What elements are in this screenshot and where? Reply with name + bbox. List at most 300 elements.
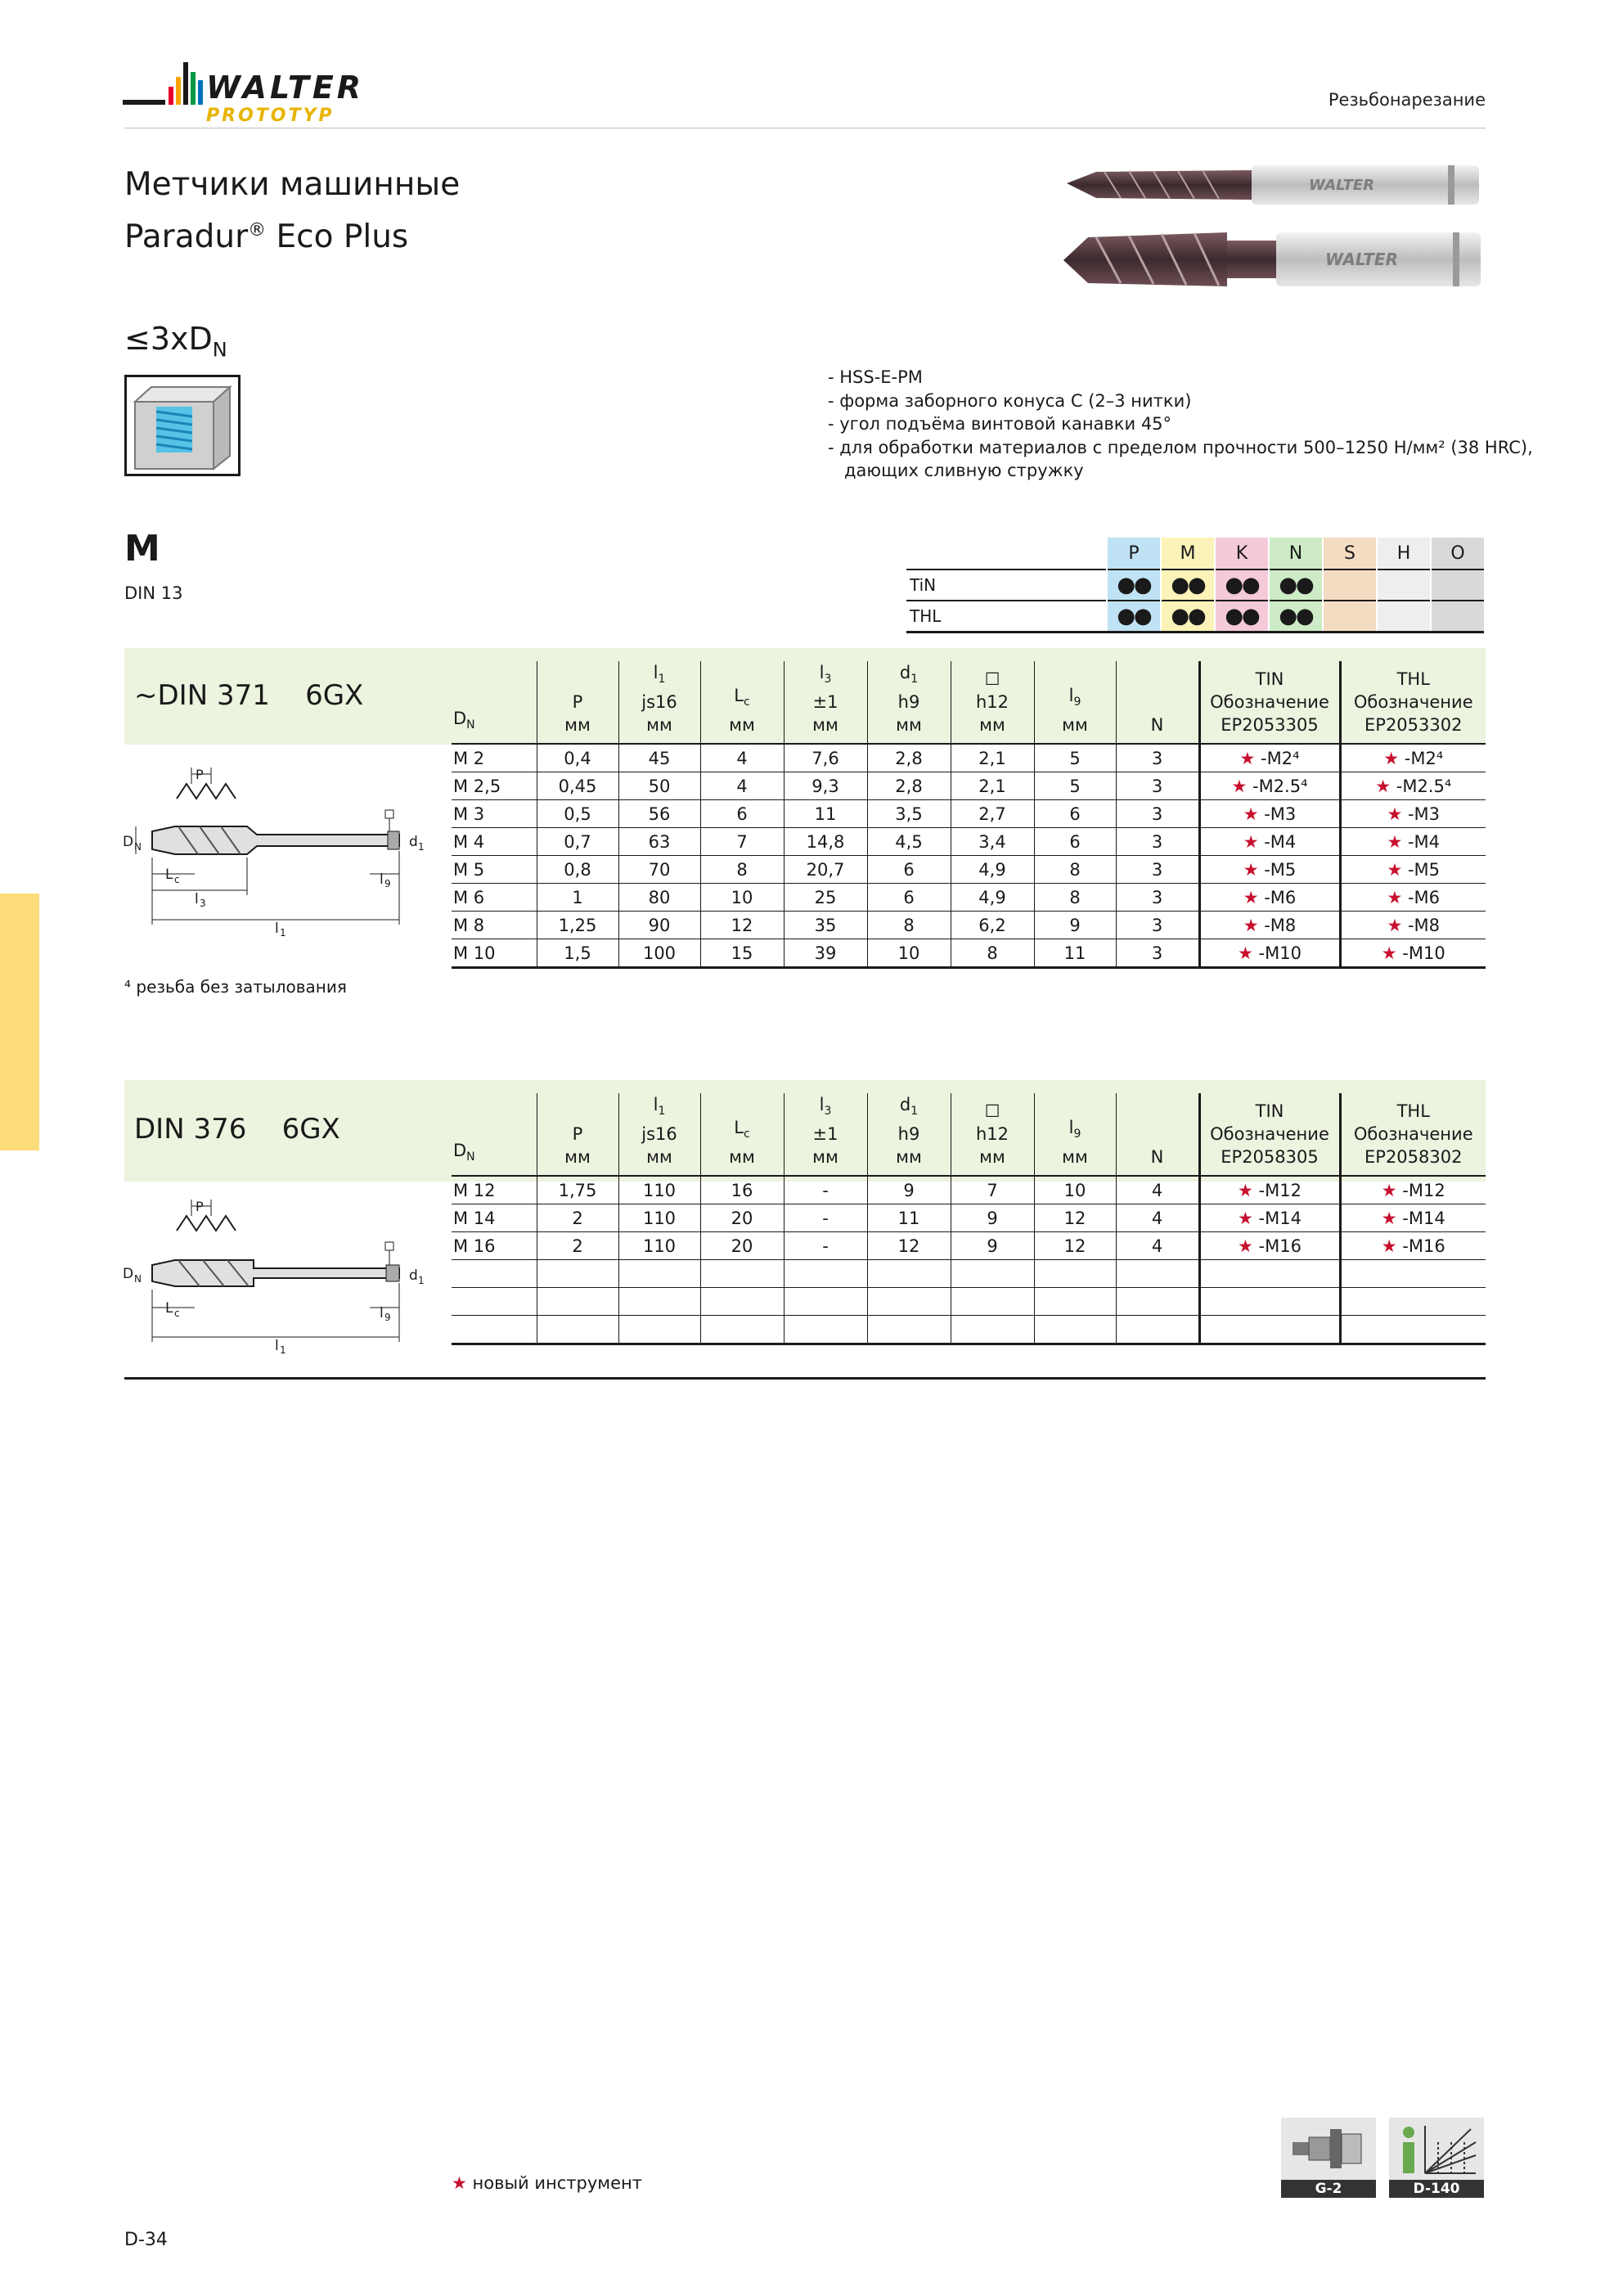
suitability-mark: ●●: [1107, 601, 1161, 633]
legend: [452, 2173, 642, 2193]
cell-tin-designation: ★ -M8: [1199, 912, 1340, 939]
cell-sq: 6,2: [951, 912, 1034, 939]
tool-holder-icon: [1281, 2118, 1376, 2180]
cell-lc: 16: [700, 1176, 784, 1204]
cell-d1: 11: [867, 1204, 951, 1232]
column-header-lc: $L_c$ мм: [700, 661, 784, 744]
column-header-l1: $l_1$ js16 мм: [618, 1093, 700, 1176]
thread-depth-label: $\le 3xD_N$: [124, 321, 227, 362]
cell-sq: 2,1: [951, 744, 1034, 772]
tap-dimension-drawing-din371: [124, 751, 443, 939]
title-line-2: Paradur® Eco Plus: [124, 218, 409, 255]
cell-dn: M 14: [452, 1204, 537, 1232]
cell-tin-designation: ★ -M10: [1199, 939, 1340, 968]
dim-label-d1: d: [409, 1267, 418, 1284]
cell-d1: 6: [867, 884, 951, 912]
cell-l9: 10: [1034, 1176, 1116, 1204]
reference-label: G-2: [1281, 2180, 1376, 2198]
cell-l1: 110: [618, 1204, 700, 1232]
column-header-l1: $l_1$ js16 мм: [618, 661, 700, 744]
cell-n: 3: [1116, 744, 1199, 772]
material-group-p: P: [1107, 538, 1161, 569]
material-group-s: S: [1323, 538, 1377, 569]
dim-label-lc: L: [165, 1300, 173, 1317]
svg-text:1: 1: [418, 1275, 425, 1286]
cell-n: 4: [1116, 1204, 1199, 1232]
coating-material-table: [906, 538, 1484, 633]
table-row: [452, 1288, 1486, 1316]
svg-text:9: 9: [384, 1312, 391, 1323]
cell-dn: [452, 1316, 537, 1344]
cell-thl-designation: ★ -M2⁴: [1340, 744, 1486, 772]
column-header-thl: THL Обозначение EP2053302: [1340, 661, 1486, 744]
new-tool-star-icon: ★: [1381, 1208, 1403, 1228]
column-header-d1: $d_1$ h9 мм: [867, 1093, 951, 1176]
table-row: [452, 912, 1486, 939]
new-tool-star-icon: ★: [1387, 804, 1408, 824]
svg-text:PROTOTYP: PROTOTYP: [206, 106, 335, 126]
column-header-sq: ☐ h12 мм: [951, 1093, 1034, 1176]
cell-n: 3: [1116, 939, 1199, 968]
cell-l1: 100: [618, 939, 700, 968]
blind-hole-icon: [124, 375, 241, 476]
table-row: [452, 1204, 1486, 1232]
cell-p: [537, 1316, 618, 1344]
legend-text: новый инструмент: [472, 2173, 643, 2193]
table-row: [452, 856, 1486, 884]
feature-item: - форма заборного конуса C (2–3 нитки): [828, 390, 1192, 411]
cell-dn: M 8: [452, 912, 537, 939]
svg-text:c: c: [174, 1308, 180, 1319]
cell-l3: -: [784, 1176, 867, 1204]
suitability-mark: [1323, 569, 1377, 601]
cell-p: 2: [537, 1204, 618, 1232]
cell-dn: M 5: [452, 856, 537, 884]
suitability-mark: [1377, 569, 1431, 601]
cell-d1: 10: [867, 939, 951, 968]
cell-l1: 56: [618, 800, 700, 828]
column-header-dn: $D_N$: [452, 1093, 537, 1176]
new-tool-star-icon: ★: [1381, 943, 1403, 963]
cell-p: [537, 1260, 618, 1288]
new-tool-star-icon: ★: [1239, 748, 1261, 768]
column-header-l3: $l_3$ ±1 мм: [784, 1093, 867, 1176]
material-group-n: N: [1269, 538, 1323, 569]
new-tool-star-icon: ★: [1387, 831, 1408, 852]
cell-d1: [867, 1288, 951, 1316]
cell-p: 1,25: [537, 912, 618, 939]
cell-dn: M 12: [452, 1176, 537, 1204]
new-tool-star-icon: ★: [1381, 1180, 1403, 1200]
cell-thl-designation: ★ -M4: [1340, 828, 1486, 856]
cell-sq: 3,4: [951, 828, 1034, 856]
cell-l9: 5: [1034, 744, 1116, 772]
header-row: [452, 1093, 1486, 1176]
new-tool-star-icon: ★: [1243, 831, 1265, 852]
cell-lc: 10: [700, 884, 784, 912]
coating-name: THL: [906, 601, 1107, 633]
column-header-n: N: [1116, 661, 1199, 744]
title-line-1: Метчики машинные: [124, 166, 461, 203]
cell-tin-designation: ★ -M16: [1199, 1232, 1340, 1260]
cell-l1: 70: [618, 856, 700, 884]
column-header-sq: ☐ h12 мм: [951, 661, 1034, 744]
cell-dn: M 3: [452, 800, 537, 828]
footnote: ⁴ резьба без затылования: [124, 977, 347, 997]
cell-d1: 4,5: [867, 828, 951, 856]
dim-label-l1: l: [275, 921, 279, 937]
new-tool-star-icon: ★: [1231, 776, 1252, 796]
cell-l3: -: [784, 1232, 867, 1260]
cell-lc: 4: [700, 772, 784, 800]
cell-l1: [618, 1288, 700, 1316]
cell-p: 1,5: [537, 939, 618, 968]
cell-thl-designation: ★ -M14: [1340, 1204, 1486, 1232]
svg-text:N: N: [134, 1273, 142, 1285]
svg-text:1: 1: [280, 927, 286, 939]
cell-thl-designation: ★ -M16: [1340, 1232, 1486, 1260]
cell-d1: 3,5: [867, 800, 951, 828]
cell-n: 4: [1116, 1232, 1199, 1260]
svg-text:3: 3: [200, 898, 206, 909]
reference-label: D-140: [1389, 2180, 1484, 2198]
cell-n: 4: [1116, 1176, 1199, 1204]
suitability-mark: [1323, 601, 1377, 633]
cell-l3: 39: [784, 939, 867, 968]
cell-thl-designation: ★ -M2.5⁴: [1340, 772, 1486, 800]
cell-l3: 11: [784, 800, 867, 828]
column-header-dn: $D_N$: [452, 661, 537, 744]
cell-l3: 25: [784, 884, 867, 912]
cell-dn: M 10: [452, 939, 537, 968]
cell-d1: 6: [867, 856, 951, 884]
cell-thl-designation: [1340, 1260, 1486, 1288]
cell-thl-designation: ★ -M12: [1340, 1176, 1486, 1204]
suitability-mark: ●●: [1269, 569, 1323, 601]
cell-sq: 2,1: [951, 772, 1034, 800]
cell-sq: 8: [951, 939, 1034, 968]
cell-p: 0,4: [537, 744, 618, 772]
table-row: [452, 884, 1486, 912]
reference-link-g2[interactable]: [1281, 2118, 1376, 2198]
cell-tin-designation: [1199, 1260, 1340, 1288]
cell-tin-designation: [1199, 1288, 1340, 1316]
cell-l9: [1034, 1288, 1116, 1316]
cell-thl-designation: [1340, 1288, 1486, 1316]
cell-sq: 9: [951, 1232, 1034, 1260]
cell-l9: 12: [1034, 1232, 1116, 1260]
cell-l9: 9: [1034, 912, 1116, 939]
material-group-k: K: [1215, 538, 1269, 569]
cell-thl-designation: ★ -M6: [1340, 884, 1486, 912]
cell-dn: M 2: [452, 744, 537, 772]
suitability-mark: ●●: [1161, 569, 1215, 601]
cell-l1: 110: [618, 1176, 700, 1204]
svg-text:1: 1: [418, 841, 425, 853]
cell-d1: 2,8: [867, 744, 951, 772]
cell-l3: 20,7: [784, 856, 867, 884]
new-tool-star-icon: ★: [1238, 943, 1259, 963]
cell-d1: [867, 1260, 951, 1288]
new-tool-star-icon: ★: [1387, 915, 1408, 935]
cell-sq: 4,9: [951, 856, 1034, 884]
cell-l1: 45: [618, 744, 700, 772]
material-group-h: H: [1377, 538, 1431, 569]
table-row: [452, 1176, 1486, 1204]
material-code: M: [124, 528, 160, 569]
cell-l9: 12: [1034, 1204, 1116, 1232]
cell-lc: 20: [700, 1232, 784, 1260]
cell-p: 1,75: [537, 1176, 618, 1204]
cell-thl-designation: ★ -M3: [1340, 800, 1486, 828]
dim-label-dn: D: [123, 1266, 134, 1282]
cell-p: 2: [537, 1232, 618, 1260]
cell-l3: 35: [784, 912, 867, 939]
table-body: [452, 1176, 1486, 1344]
cell-l1: 50: [618, 772, 700, 800]
material-standard: DIN 13: [124, 583, 183, 603]
cell-l9: 11: [1034, 939, 1116, 968]
cell-lc: 7: [700, 828, 784, 856]
svg-text:WALTER: WALTER: [206, 70, 365, 106]
feature-item: - HSS-E-PM: [828, 367, 923, 387]
cell-l9: 6: [1034, 800, 1116, 828]
dim-label-l1: l: [275, 1338, 279, 1354]
cell-thl-designation: ★ -M5: [1340, 856, 1486, 884]
new-tool-star-icon: ★: [1238, 1180, 1259, 1200]
cell-d1: 2,8: [867, 772, 951, 800]
column-header-p: P мм: [537, 1093, 618, 1176]
cell-sq: [951, 1316, 1034, 1344]
cell-dn: M 6: [452, 884, 537, 912]
new-tool-star-icon: ★: [1381, 1236, 1403, 1256]
cell-lc: 8: [700, 856, 784, 884]
dim-label-p: P: [196, 767, 204, 782]
table-row: [452, 772, 1486, 800]
cell-l9: 8: [1034, 856, 1116, 884]
cell-dn: [452, 1260, 537, 1288]
page-number: D-34: [124, 2230, 168, 2250]
table-body: [452, 744, 1486, 968]
tap-dimension-drawing-din376: [124, 1183, 443, 1355]
cell-lc: 12: [700, 912, 784, 939]
dim-label-p: P: [196, 1199, 204, 1214]
table-row: [452, 939, 1486, 968]
suitability-mark: ●●: [1269, 601, 1323, 633]
column-header-lc: $L_c$ мм: [700, 1093, 784, 1176]
chapter-side-tab: [0, 894, 39, 1150]
new-tool-star-icon: ★: [1387, 859, 1408, 880]
new-tool-star-icon: ★: [1243, 915, 1265, 935]
tap-product-image: [1063, 147, 1489, 323]
cell-tin-designation: ★ -M12: [1199, 1176, 1340, 1204]
dim-label-l9: l: [380, 871, 384, 888]
svg-text:c: c: [174, 874, 180, 885]
cell-n: 3: [1116, 828, 1199, 856]
table-row: [452, 1316, 1486, 1344]
cell-sq: [951, 1260, 1034, 1288]
column-header-l3: $l_3$ ±1 мм: [784, 661, 867, 744]
cell-sq: 9: [951, 1204, 1034, 1232]
dim-label-lc: L: [165, 867, 173, 883]
cell-l9: 5: [1034, 772, 1116, 800]
table-header: [452, 661, 1486, 744]
table-bottom-rule: [124, 1377, 1486, 1380]
new-tool-star-icon: ★: [1238, 1236, 1259, 1256]
cell-tin-designation: ★ -M2.5⁴: [1199, 772, 1340, 800]
new-tool-star-icon: ★: [1375, 776, 1396, 796]
cell-p: 0,7: [537, 828, 618, 856]
new-tool-star-icon: ★: [1383, 748, 1405, 768]
column-header-p: P мм: [537, 661, 618, 744]
dim-label-l9: l: [380, 1305, 384, 1321]
svg-text:WALTER: WALTER: [1325, 250, 1398, 269]
suitability-mark: ●●: [1215, 601, 1269, 633]
new-tool-star-icon: ★: [1238, 1208, 1259, 1228]
suitability-mark: [1431, 601, 1484, 633]
cell-d1: 9: [867, 1176, 951, 1204]
svg-text:N: N: [134, 841, 142, 853]
column-header-thl: THL Обозначение EP2058302: [1340, 1093, 1486, 1176]
cell-n: [1116, 1316, 1199, 1344]
cell-p: 0,45: [537, 772, 618, 800]
cell-lc: [700, 1316, 784, 1344]
suitability-mark: ●●: [1215, 569, 1269, 601]
table-row: [452, 828, 1486, 856]
cell-dn: M 4: [452, 828, 537, 856]
cell-n: 3: [1116, 856, 1199, 884]
new-tool-star-icon: ★: [1243, 804, 1265, 824]
section-title: DIN 376 6GX: [134, 1113, 340, 1146]
cell-p: 0,5: [537, 800, 618, 828]
cell-l3: 14,8: [784, 828, 867, 856]
cell-d1: [867, 1316, 951, 1344]
cell-n: [1116, 1288, 1199, 1316]
cell-lc: 20: [700, 1204, 784, 1232]
product-table-din376: [452, 1093, 1486, 1345]
new-tool-star-icon: ★: [1243, 859, 1265, 880]
cell-n: [1116, 1260, 1199, 1288]
dim-label-l3: l: [195, 891, 199, 907]
cell-tin-designation: ★ -M6: [1199, 884, 1340, 912]
column-header-d1: $d_1$ h9 мм: [867, 661, 951, 744]
cell-l9: 8: [1034, 884, 1116, 912]
table-row: [452, 1232, 1486, 1260]
cell-l1: 90: [618, 912, 700, 939]
feature-item: дающих сливную стружку: [828, 461, 1084, 480]
cell-n: 3: [1116, 912, 1199, 939]
cell-dn: M 16: [452, 1232, 537, 1260]
cell-tin-designation: ★ -M3: [1199, 800, 1340, 828]
cell-l3: [784, 1288, 867, 1316]
cell-thl-designation: [1340, 1316, 1486, 1344]
cell-tin-designation: ★ -M4: [1199, 828, 1340, 856]
cell-lc: 4: [700, 744, 784, 772]
table-header: [452, 1093, 1486, 1176]
cell-l3: 9,3: [784, 772, 867, 800]
section-label: Резьбонарезание: [1328, 90, 1486, 110]
cell-tin-designation: ★ -M2⁴: [1199, 744, 1340, 772]
page-title: [124, 162, 460, 260]
svg-text:1: 1: [280, 1344, 286, 1356]
cell-sq: 4,9: [951, 884, 1034, 912]
feature-item: - для обработки материалов с пределом прочности 500–1250 Н/мм² (38 HRC),: [828, 437, 1533, 457]
cell-tin-designation: [1199, 1316, 1340, 1344]
new-tool-star-icon: ★: [452, 2173, 467, 2193]
svg-text:WALTER: WALTER: [1309, 177, 1375, 194]
cell-n: 3: [1116, 884, 1199, 912]
suitability-mark: [1431, 569, 1484, 601]
cell-n: 3: [1116, 800, 1199, 828]
cell-thl-designation: ★ -M8: [1340, 912, 1486, 939]
cell-p: 1: [537, 884, 618, 912]
column-header-tin: TIN Обозначение EP2058305: [1199, 1093, 1340, 1176]
suitability-mark: ●●: [1161, 601, 1215, 633]
feature-list: [828, 366, 1533, 483]
dim-label-d1: d: [409, 834, 418, 850]
cell-sq: 7: [951, 1176, 1034, 1204]
info-chart-icon: [1389, 2118, 1484, 2180]
cell-lc: [700, 1288, 784, 1316]
cell-l3: 7,6: [784, 744, 867, 772]
column-header-tin: TIN Обозначение EP2053305: [1199, 661, 1340, 744]
product-table-din371: [452, 661, 1486, 969]
cell-sq: 2,7: [951, 800, 1034, 828]
column-header-n: N: [1116, 1093, 1199, 1176]
dim-label-dn: D: [123, 834, 134, 850]
feature-item: - угол подъёма винтовой канавки 45°: [828, 414, 1172, 434]
cell-p: [537, 1288, 618, 1316]
new-tool-star-icon: ★: [1243, 887, 1265, 907]
material-group-m: M: [1161, 538, 1215, 569]
cell-n: 3: [1116, 772, 1199, 800]
new-tool-star-icon: ★: [1387, 887, 1408, 907]
reference-link-d140[interactable]: [1389, 2118, 1484, 2198]
cell-l3: -: [784, 1204, 867, 1232]
table-row: [452, 744, 1486, 772]
cell-d1: 12: [867, 1232, 951, 1260]
suitability-mark: [1377, 601, 1431, 633]
cell-thl-designation: ★ -M10: [1340, 939, 1486, 968]
cell-lc: [700, 1260, 784, 1288]
cell-lc: 15: [700, 939, 784, 968]
cell-tin-designation: ★ -M5: [1199, 856, 1340, 884]
cell-l1: 80: [618, 884, 700, 912]
walter-prototyp-logo: [123, 59, 401, 133]
cell-l1: 63: [618, 828, 700, 856]
cell-lc: 6: [700, 800, 784, 828]
cell-dn: M 2,5: [452, 772, 537, 800]
section-title: ~DIN 371 6GX: [134, 679, 364, 712]
cell-l9: 6: [1034, 828, 1116, 856]
cell-l1: [618, 1316, 700, 1344]
table-row: [452, 800, 1486, 828]
column-header-l9: $l_9$ мм: [1034, 1093, 1116, 1176]
table-row: [452, 1260, 1486, 1288]
suitability-mark: ●●: [1107, 569, 1161, 601]
cell-sq: [951, 1288, 1034, 1316]
material-group-o: O: [1431, 538, 1484, 569]
cell-l9: [1034, 1316, 1116, 1344]
svg-text:9: 9: [384, 878, 391, 889]
cell-l3: [784, 1316, 867, 1344]
cell-dn: [452, 1288, 537, 1316]
cell-l1: 110: [618, 1232, 700, 1260]
cell-p: 0,8: [537, 856, 618, 884]
cell-tin-designation: ★ -M14: [1199, 1204, 1340, 1232]
cell-l1: [618, 1260, 700, 1288]
cell-l3: [784, 1260, 867, 1288]
